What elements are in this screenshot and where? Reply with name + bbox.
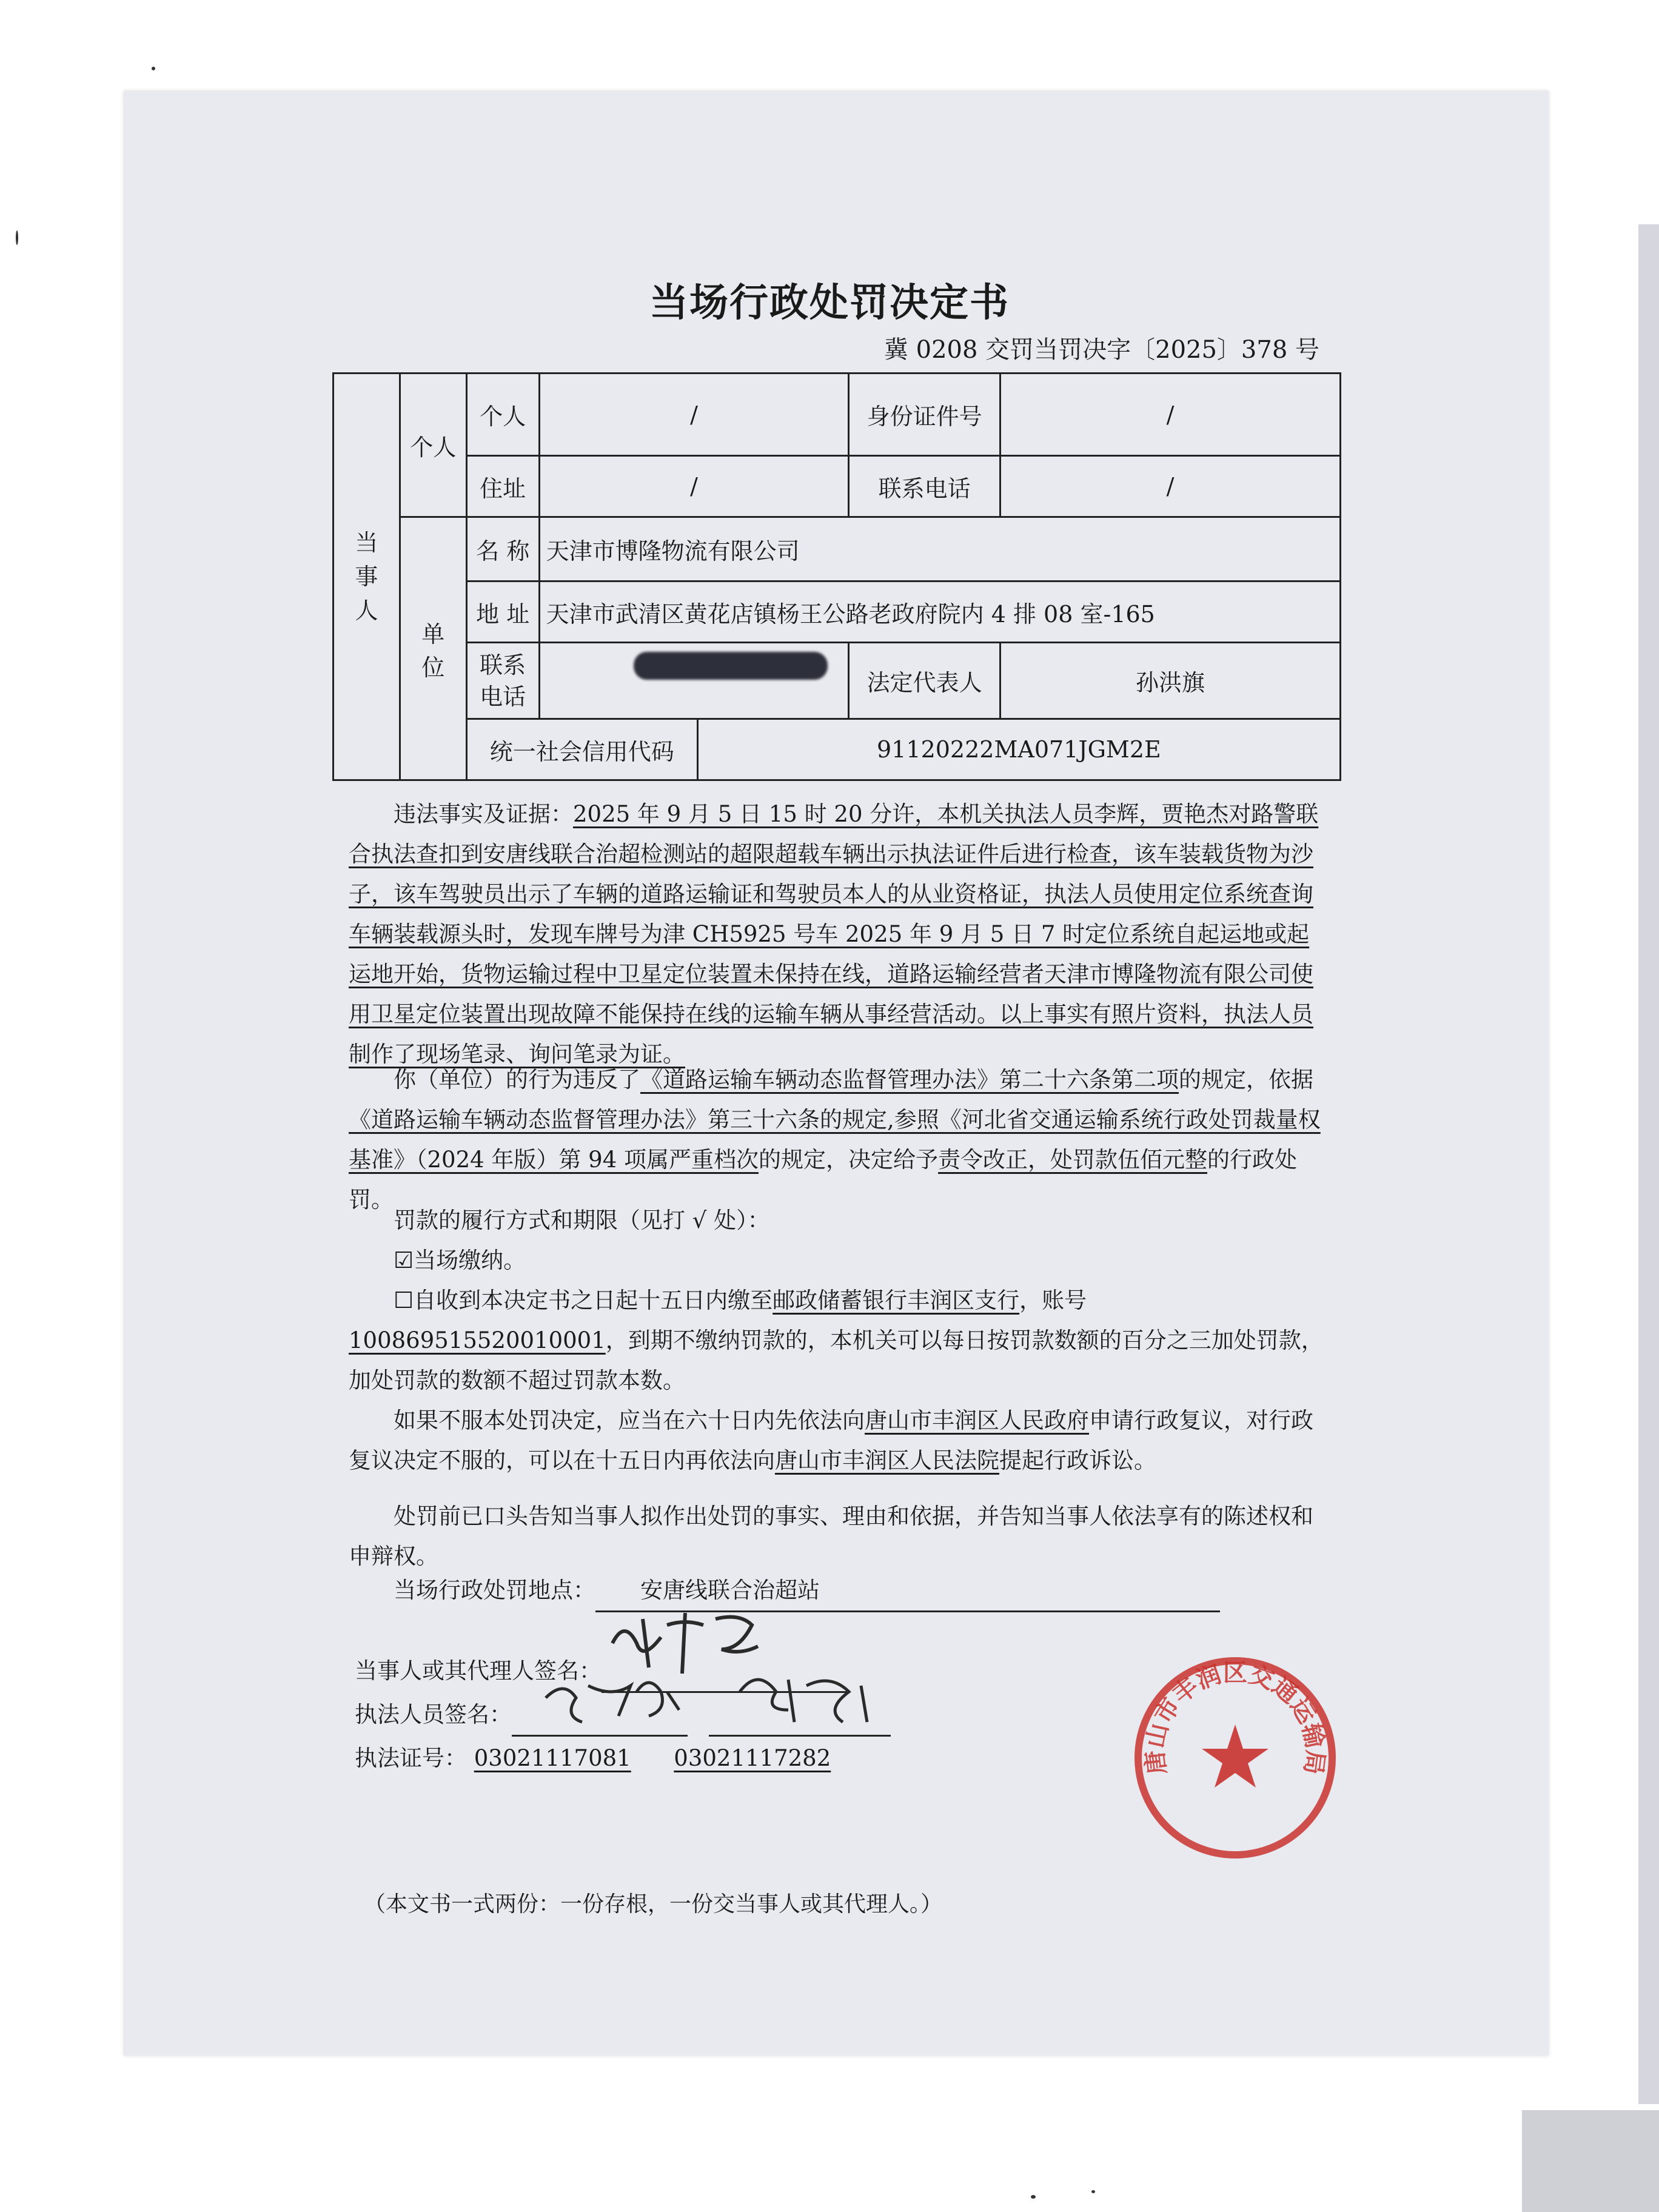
party-label-cell [333, 374, 400, 780]
paper-edge-bottom [1522, 2110, 1659, 2212]
unit-name-value: 天津市博隆物流有限公司 [539, 517, 1340, 581]
document-number: 冀 0208 交罚当罚决字〔2025〕378 号 [883, 336, 1319, 364]
payment-option2-c: ，到期不缴纳罚款的，本机关可以每日按罚款数额的百分之三加处罚款，加处罚款的数额不超过罚款本数。 [349, 1327, 1324, 1393]
payment-option2-b: ，账号 [1019, 1287, 1087, 1313]
notice-paragraph [349, 1496, 1325, 1577]
remedy-paragraph [349, 1401, 1325, 1481]
handwritten-signatures [534, 1601, 1079, 1740]
location-value: 安唐线联合治超站 [595, 1570, 1220, 1612]
unit-phone-label-text: 联系电话 [480, 651, 526, 710]
court-name: 唐山市丰润区人民法院 [775, 1447, 999, 1473]
party-info-table [332, 372, 1341, 781]
review-body: 唐山市丰润区人民政府 [865, 1407, 1089, 1433]
cert-number-label: 执法证号： [355, 1745, 467, 1771]
decision-t1: 你（单位）的行为违反了 [394, 1067, 640, 1093]
penalty-basis: 《道路运输车辆动态监督管理办法》第三十六条的规定,参照《河北省交通运输系统行政处罚裁量权基准》（2024 年版）第 94 项属严重档次 [349, 1107, 1321, 1173]
cert-number-1: 03021117081 [474, 1745, 631, 1771]
penalty-content: 责令改正，处罚款伍佰元整 [938, 1147, 1208, 1173]
unit-name-label: 名 称 [466, 517, 539, 581]
unit-phone-label [466, 643, 539, 719]
payment-section [349, 1201, 1325, 1401]
officer-signature-label: 执法人员签名： [355, 1701, 512, 1728]
seal-star-icon [1202, 1724, 1269, 1788]
payment-option-bank [349, 1281, 1325, 1401]
unit-label: 单 位 [400, 517, 466, 780]
party-label: 当事人 [355, 529, 378, 624]
redacted-phone-mark [634, 652, 828, 680]
party-signature-label: 当事人或其代理人签名： [355, 1658, 602, 1684]
credit-code-label: 统一社会信用代码 [466, 719, 697, 780]
individual-name-value: / [539, 374, 849, 456]
decision-t3: 的规定，决定给予 [759, 1147, 939, 1173]
facts-paragraph [349, 794, 1325, 1074]
payment-heading: 罚款的履行方式和期限（见打 √ 处）： [394, 1207, 770, 1233]
id-number-value: / [1000, 374, 1340, 456]
facts-text [349, 794, 1325, 1074]
scan-speck [16, 230, 18, 245]
legal-rep-value: 孙洪旗 [1000, 643, 1340, 719]
footnote: （本文书一式两份：一份存根，一份交当事人或其代理人。） [364, 1892, 943, 1917]
remedy-text [349, 1401, 1325, 1481]
legal-rep-label: 法定代表人 [849, 643, 1000, 719]
violated-provision: 《道路运输车辆动态监督管理办法》第二十六条第二项 [640, 1067, 1179, 1093]
address-value: / [539, 456, 849, 517]
payment-option2-a: ☐自收到本决定书之日起十五日内缴至 [394, 1287, 773, 1313]
individual-label: 个人 [400, 374, 466, 517]
id-number-label: 身份证件号 [849, 374, 1000, 456]
decision-text [349, 1060, 1325, 1220]
officer-1-signature-scribble [546, 1683, 679, 1722]
decision-t4: 的行政处罚。 [349, 1147, 1298, 1213]
address-label: 住址 [466, 456, 539, 517]
remedy-c: 提起行政诉讼。 [999, 1447, 1156, 1473]
individual-name-label: 个人 [466, 374, 539, 456]
credit-code-value: 91120222MA071JGM2E [697, 719, 1340, 780]
facts-body: 2025 年 9 月 5 日 15 时 20 分许，本机关执法人员李辉，贾艳杰对路警联合执法查扣到安唐线联合治超检测站的超限超载车辆出示执法证件后进行检查，该车装载货物为沙子，该车驾驶员出示了车辆的道路运输证和驾驶员本人的从业资格证，执法人员使用定位系统查询车辆装载源头时，发现车牌号为津 CH5925 号车 2025 年 9 月 5 日 7 时定位系统自起运地或起运地开始，货物运输过程中卫星定位装置未保持在线，道路运输经营者天津市博隆物流有限公司使用卫星定位装置出现故障不能保持在线的运输车辆从事经营活动。以上事实有照片资料，执法人员制作了现场笔录、询问笔录为证。 [349, 801, 1319, 1067]
paper-edge-right [1638, 224, 1659, 2104]
notice-text: 处罚前已口头告知当事人拟作出处罚的事实、理由和依据，并告知当事人依法享有的陈述权和申辩权。 [349, 1503, 1313, 1569]
bank-name: 邮政储蓄银行丰润区支行 [773, 1287, 1020, 1313]
location-label: 当场行政处罚地点： [394, 1577, 595, 1603]
party-signature-scribble [612, 1613, 758, 1674]
payment-option-onsite: ☑当场缴纳。 [394, 1247, 526, 1273]
seal-text-path: 唐山市丰润区交通运输局 [1141, 1659, 1330, 1777]
unit-address-label: 地 址 [466, 581, 539, 643]
official-seal [1129, 1652, 1341, 1864]
officer-2-signature-scribble [740, 1680, 867, 1722]
phone-label: 联系电话 [849, 456, 1000, 517]
scan-speck [1091, 2190, 1095, 2193]
unit-address-value: 天津市武清区黄花店镇杨王公路老政府院内 4 排 08 室-165 [539, 581, 1340, 643]
bank-account: 100869515520010001 [349, 1327, 606, 1353]
scan-speck [1031, 2195, 1036, 2199]
phone-value: / [1000, 456, 1340, 517]
decision-paragraph [349, 1060, 1325, 1220]
decision-t2: 的规定，依据 [1179, 1067, 1313, 1093]
scan-speck [152, 67, 155, 70]
facts-lead: 违法事实及证据： [394, 801, 573, 827]
remedy-a: 如果不服本处罚决定，应当在六十日内先依法向 [394, 1407, 865, 1433]
remedy-b: 申请行政复议，对行政复议决定不服的，可以在十五日内再依法向 [349, 1407, 1313, 1473]
cert-number-2: 03021117282 [674, 1745, 831, 1771]
document-title: 当场行政处罚决定书 [649, 281, 1010, 326]
